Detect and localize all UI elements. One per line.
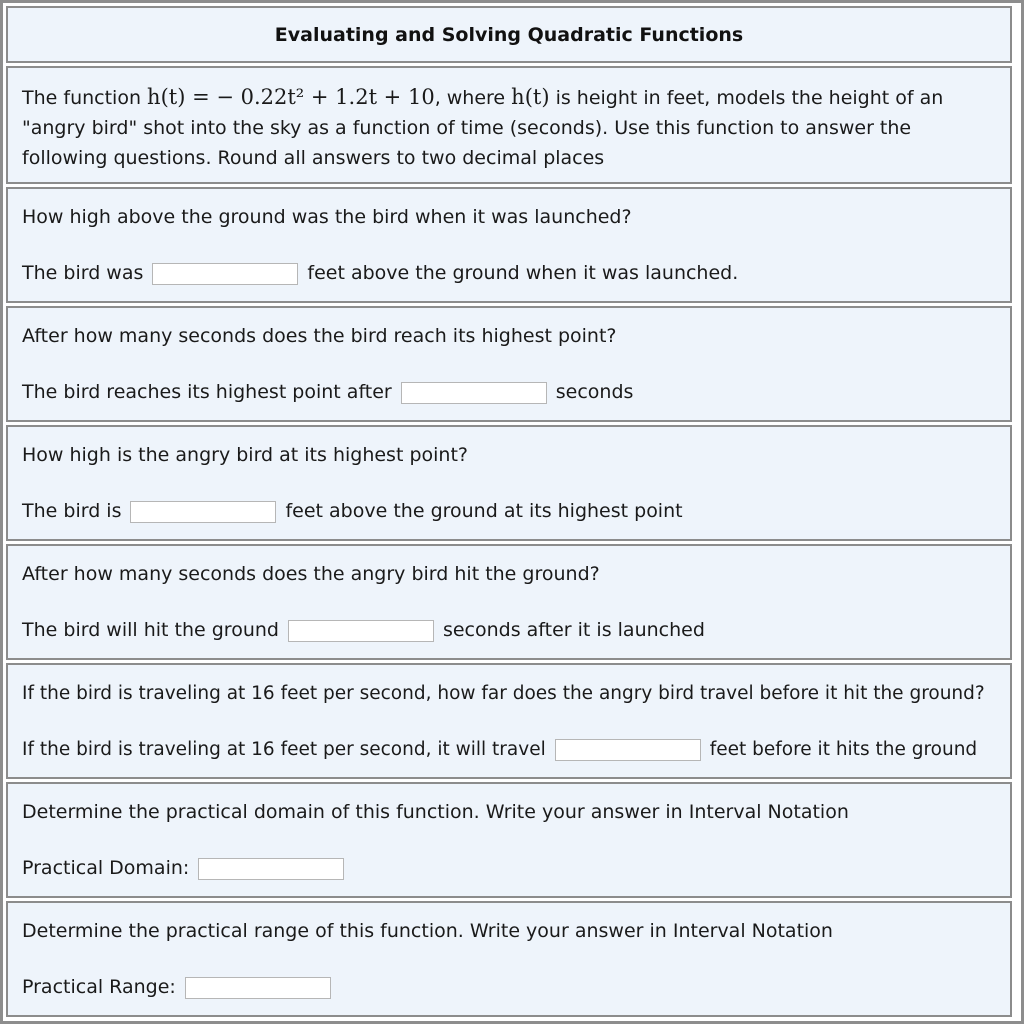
question-text: After how many seconds does the bird reach its highest point? <box>22 325 617 347</box>
page-title: Evaluating and Solving Quadratic Functions <box>274 23 744 46</box>
question-text: How high is the angry bird at its highest point? <box>22 444 468 466</box>
answer-line <box>22 616 996 645</box>
answer-suffix: feet before it hits the ground <box>709 739 978 760</box>
question-text: How high above the ground was the bird when it was launched? <box>22 206 632 228</box>
question-card-6 <box>6 782 1012 898</box>
function-expression: h(t) = − 0.22t² + 1.2t + 10 <box>147 85 435 109</box>
question-card-1 <box>6 187 1012 303</box>
question-card-2 <box>6 306 1012 422</box>
answer-prefix: If the bird is traveling at 16 feet per second, it will travel <box>22 739 546 760</box>
question-text: If the bird is traveling at 16 feet per second, how far does the angry bird travel before it hit the ground? <box>22 683 985 704</box>
answer-prefix: The bird was <box>22 262 144 284</box>
intro-text <box>22 82 996 173</box>
answer-suffix: seconds <box>555 381 634 403</box>
variable-expression: h(t) <box>511 85 550 109</box>
practical-range-input[interactable] <box>185 977 331 999</box>
intro-card <box>6 66 1012 184</box>
answer-line <box>22 735 996 764</box>
intro-middle: , where <box>434 87 506 109</box>
question-card-5 <box>6 663 1012 779</box>
intro-prefix: The function <box>22 87 141 109</box>
intro-suffix: is height in feet, models the height of an "angry bird" shot into the sky as a function of time (seconds). Use this function to answer the following questions. Round all answers to two decimal places <box>22 87 944 169</box>
practical-domain-input[interactable] <box>198 858 344 880</box>
title-card <box>6 6 1012 63</box>
question-text: Determine the practical range of this function. Write your answer in Interval Notation <box>22 920 833 942</box>
question-card-4 <box>6 544 1012 660</box>
answer-prefix: Practical Range: <box>22 976 176 998</box>
answer-line <box>22 378 996 407</box>
answer-suffix: feet above the ground at its highest point <box>285 500 683 522</box>
answer-line <box>22 259 996 288</box>
answer-line <box>22 973 996 1002</box>
distance-input[interactable] <box>555 739 701 761</box>
launch-height-input[interactable] <box>152 263 298 285</box>
peak-time-input[interactable] <box>401 382 547 404</box>
peak-height-input[interactable] <box>130 501 276 523</box>
answer-suffix: feet above the ground when it was launched. <box>307 262 739 284</box>
question-text: After how many seconds does the angry bird hit the ground? <box>22 563 600 585</box>
question-card-3 <box>6 425 1012 541</box>
answer-line <box>22 497 996 526</box>
question-text: Determine the practical domain of this function. Write your answer in Interval Notation <box>22 801 849 823</box>
answer-line <box>22 854 996 883</box>
answer-prefix: The bird will hit the ground <box>22 619 279 641</box>
answer-prefix: The bird is <box>22 500 122 522</box>
ground-time-input[interactable] <box>288 620 434 642</box>
question-card-7 <box>6 901 1012 1017</box>
answer-prefix: Practical Domain: <box>22 857 190 879</box>
answer-suffix: seconds after it is launched <box>442 619 705 641</box>
answer-prefix: The bird reaches its highest point after <box>22 381 392 403</box>
